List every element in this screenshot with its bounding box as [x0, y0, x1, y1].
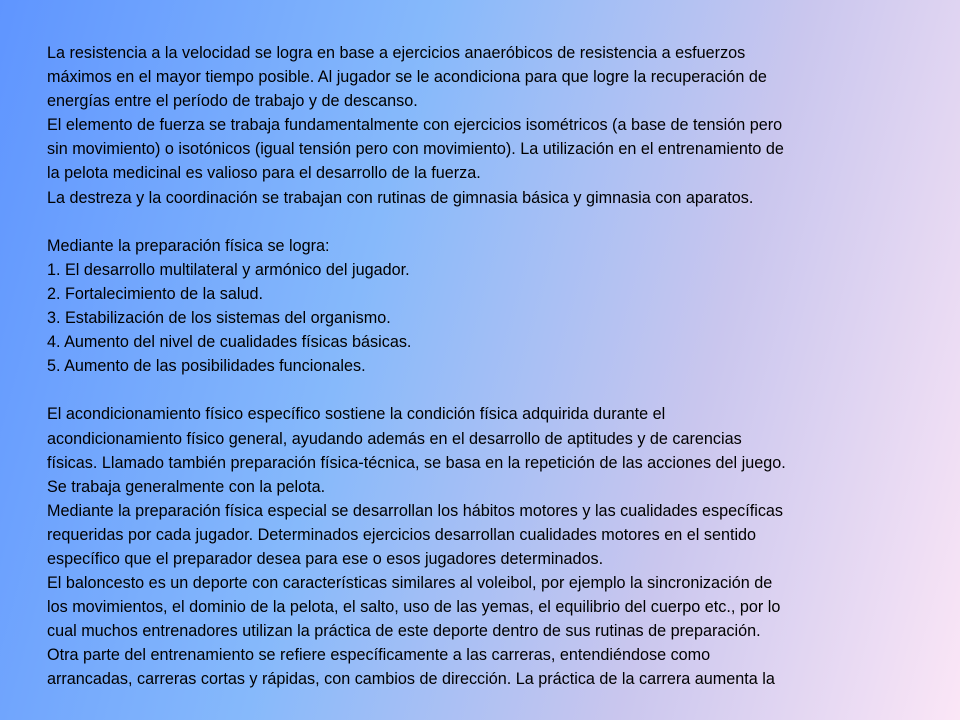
paragraph-running	[47, 643, 917, 691]
preparation-list	[47, 234, 917, 379]
text-line: El elemento de fuerza se trabaja fundamentalmente con ejercicios isométricos (a base de tensión pero	[47, 116, 783, 135]
text-line: Se trabaja generalmente con la pelota.	[47, 477, 326, 496]
list-intro: Mediante la preparación física se logra:	[47, 236, 330, 255]
text-line: cual muchos entrenadores utilizan la práctica de este deporte dentro de sus rutinas de preparación.	[47, 622, 761, 641]
text-line: Otra parte del entrenamiento se refiere específicamente a las carreras, entendiéndose como	[47, 646, 711, 665]
text-line: sin movimiento) o isotónicos (igual tensión pero con movimiento). La utilización en el entrenamiento de	[47, 140, 784, 159]
text-line: Mediante la preparación física especial se desarrollan los hábitos motores y las cualidades específicas	[47, 501, 784, 520]
text-line: El acondicionamiento físico específico sostiene la condición física adquirida durante el	[47, 405, 666, 424]
text-line: la pelota medicinal es valioso para el desarrollo de la fuerza.	[47, 164, 481, 183]
blank-line	[47, 378, 917, 402]
text-line: acondicionamiento físico general, ayudando además en el desarrollo de aptitudes y de carencias	[47, 429, 742, 448]
text-line: El baloncesto es un deporte con características similares al voleibol, por ejemplo la sincronización de	[47, 574, 773, 593]
text-line: La resistencia a la velocidad se logra en base a ejercicios anaeróbicos de resistencia a esfuerzos	[47, 44, 746, 62]
text-line: requeridas por cada jugador. Determinados ejercicios desarrollan cualidades motores en el sentido	[47, 525, 757, 544]
text-line: La destreza y la coordinación se trabajan con rutinas de gimnasia básica y gimnasia con aparatos.	[47, 188, 754, 207]
paragraph-special-preparation	[47, 499, 917, 571]
list-item: 3. Estabilización de los sistemas del organismo.	[47, 309, 391, 328]
list-item: 1. El desarrollo multilateral y armónico del jugador.	[47, 260, 410, 279]
text-line: los movimientos, el dominio de la pelota, el salto, uso de las yemas, el equilibrio del cuerpo etc., por lo	[47, 598, 781, 617]
list-item: 4. Aumento del nivel de cualidades físicas básicas.	[47, 333, 412, 352]
list-item: 5. Aumento de las posibilidades funcionales.	[47, 357, 366, 376]
paragraph-basketball	[47, 571, 917, 643]
blank-line	[47, 210, 917, 234]
text-line: específico que el preparador desea para ese o esos jugadores determinados.	[47, 549, 604, 568]
text-line: físicas. Llamado también preparación física-técnica, se basa en la repetición de las acciones del juego.	[47, 453, 786, 472]
paragraph-strength	[47, 113, 917, 185]
text-line: arrancadas, carreras cortas y rápidas, con cambios de dirección. La práctica de la carrera aumenta la	[47, 670, 775, 689]
list-item: 2. Fortalecimiento de la salud.	[47, 284, 263, 303]
text-line: energías entre el período de trabajo y de descanso.	[47, 92, 418, 111]
paragraph-speed-resistance	[47, 41, 917, 113]
paragraph-dexterity	[47, 186, 917, 210]
paragraph-specific-conditioning	[47, 402, 917, 498]
text-line: máximos en el mayor tiempo posible. Al jugador se le acondiciona para que logre la recuperación de	[47, 68, 767, 87]
slide-text-body	[47, 41, 917, 692]
